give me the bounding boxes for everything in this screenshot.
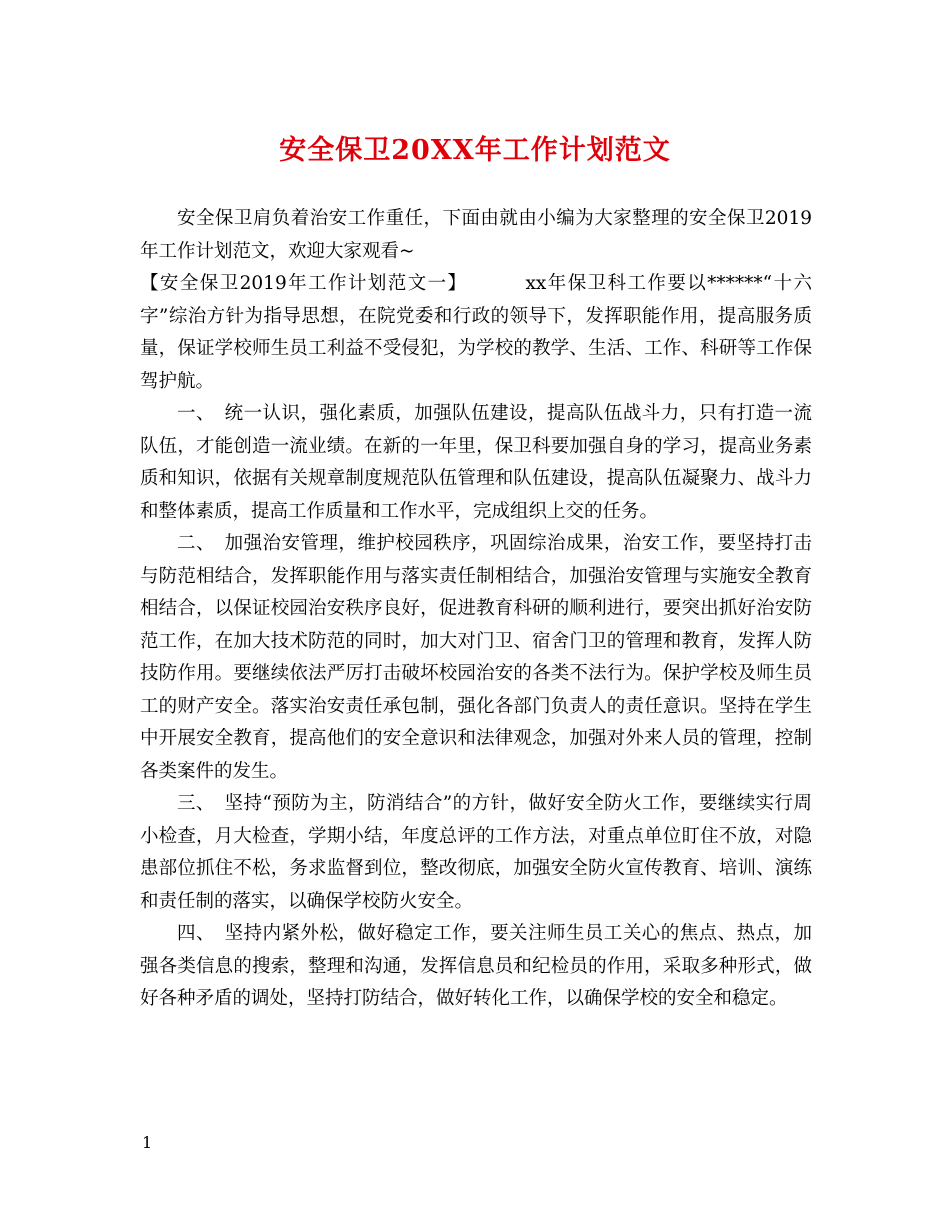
paragraph-1: 一、 统一认识，强化素质，加强队伍建设，提高队伍战斗力，只有打造一流队伍，才能创造一流业绩。在新的一年里，保卫科要加强自身的学习，提高业务素质和知识，依据有关规章制度规范队伍管理和队伍建设，提高队伍凝聚力、战斗力和整体素质，提高工作质量和工作水平，完成组织上交的任务。 [140, 403, 812, 522]
document-title: 安全保卫20XX年工作计划范文 [279, 135, 671, 166]
page-number: 1 [142, 1133, 153, 1152]
section-lead: xx年保卫科工作要以******“十六字”综治方针为指导思想，在院党委和行政的领导下，发挥职能作用，提高服务质量，保证学校师生员工利益不受侵犯，为学校的教学、生活、工作、科研等工作保驾护航。 [140, 273, 812, 392]
intro-paragraph: 安全保卫肩负着治安工作重任，下面由就由小编为大家整理的安全保卫2019年工作计划范文，欢迎大家观看~ [140, 208, 812, 262]
document-body [140, 203, 812, 1016]
paragraph-2: 二、 加强治安管理，维护校园秩序，巩固综治成果，治安工作，要坚持打击与防范相结合，发挥职能作用与落实责任制相结合，加强治安管理与实施安全教育相结合，以保证校园治安秩序良好，促进教育科研的顺利进行，要突出抓好治安防范工作，在加大技术防范的同时，加大对门卫、宿舍门卫的管理和教育，发挥人防技防作用。要继续依法严厉打击破坏校园治安的各类不法行为。保护学校及师生员工的财产安全。落实治安责任承包制，强化各部门负责人的责任意识。坚持在学生中开展安全教育，提高他们的安全意识和法律观念，加强对外来人员的管理，控制各类案件的发生。 [140, 533, 812, 782]
paragraph-4: 四、 坚持内紧外松，做好稳定工作，要关注师生员工关心的焦点、热点，加强各类信息的搜索，整理和沟通，发挥信息员和纪检员的作用，采取多种形式，做好各种矛盾的调处，坚持打防结合，做好转化工作，以确保学校的安全和稳定。 [140, 923, 812, 1009]
paragraph-3: 三、 坚持“预防为主，防消结合”的方针，做好安全防火工作，要继续实行周小检查，月大检查，学期小结，年度总评的工作方法，对重点单位盯住不放，对隐患部位抓住不松，务求监督到位，整改彻底，加强安全防火宣传教育、培训、演练和责任制的落实，以确保学校防火安全。 [140, 793, 812, 912]
section-heading: 【安全保卫2019年工作计划范文一】 [140, 273, 468, 294]
section-paragraph [140, 268, 812, 398]
